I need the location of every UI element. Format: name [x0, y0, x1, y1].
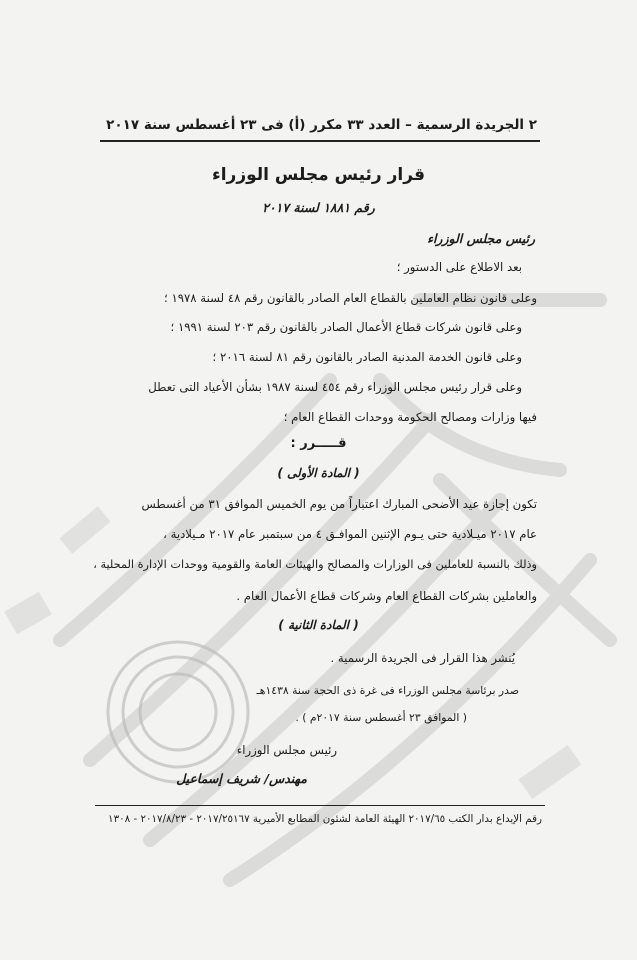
preamble-line: وعلى قانون شركات قطاع الأعمال الصادر بالقانون رقم ٢٠٣ لسنة ١٩٩١ ؛: [170, 320, 522, 334]
gazette-header: ٢ الجريدة الرسمية – العدد ٣٣ مكرر (أ) فى ٢٣ أغسطس سنة ٢٠١٧: [106, 117, 537, 133]
preamble-line: فيها وزارات ومصالح الحكومة ووحدات القطاع العام ؛: [283, 410, 537, 424]
deposit-footer: رقم الإيداع بدار الكتب ٢٠١٧/٦٥ الهيئة العامة لشئون المطابع الأميرية ٢٠١٧/٢٥١٦٧ - ٢٠١٧/٨/٢٣ - ١٣٠٨: [108, 813, 542, 825]
preamble-line: وعلى قرار رئيس مجلس الوزراء رقم ٤٥٤ لسنة ١٩٨٧ بشأن الأعياد التى تعطل: [148, 380, 522, 394]
issued-line: صدر برئاسة مجلس الوزراء فى غرة ذى الحجة سنة ١٤٣٨هـ: [256, 684, 519, 697]
article-1-heading: ( المادة الأولى ): [277, 466, 360, 480]
article-1-line: وذلك بالنسبة للعاملين فى الوزارات والمصالح والهيئات العامة والقومية ووحدات الإدارة المحلية ،: [93, 558, 537, 571]
article-1-line: تكون إجازة عيد الأضحى المبارك اعتباراً من يوم الخميس الموافق ٣١ من أغسطس: [141, 497, 537, 511]
issuer-heading: رئيس مجلس الوزراء: [427, 231, 535, 246]
decree-number: رقم ١٨٨١ لسنة ٢٠١٧: [262, 200, 375, 215]
issued-date-line: ( الموافق ٢٣ أغسطس سنة ٢٠١٧م ) .: [295, 711, 467, 724]
decree-word: قـــــرر :: [290, 436, 347, 451]
preamble-line: وعلى قانون نظام العاملين بالقطاع العام الصادر بالقانون رقم ٤٨ لسنة ١٩٧٨ ؛: [164, 291, 537, 305]
article-1-line: والعاملين بشركات القطاع العام وشركات قطاع الأعمال العام .: [236, 589, 537, 603]
header-rule: [100, 140, 540, 142]
article-2-line: يُنشر هذا القرار فى الجريدة الرسمية .: [330, 651, 515, 665]
preamble-line: وعلى قانون الخدمة المدنية الصادر بالقانون رقم ٨١ لسنة ٢٠١٦ ؛: [212, 350, 522, 364]
preamble-line: بعد الاطلاع على الدستور ؛: [396, 260, 522, 274]
signature-title: رئيس مجلس الوزراء: [236, 743, 337, 757]
decree-title: قرار رئيس مجلس الوزراء: [212, 165, 425, 185]
article-2-heading: ( المادة الثانية ): [278, 618, 359, 632]
signature-name: مهندس/ شريف إسماعيل: [176, 771, 307, 786]
footer-rule: [95, 805, 545, 806]
article-1-line: عام ٢٠١٧ ميـلادية حتى يـوم الإثنين الموافـق ٤ من سبتمبر عام ٢٠١٧ مـيلادية ،: [163, 527, 537, 541]
